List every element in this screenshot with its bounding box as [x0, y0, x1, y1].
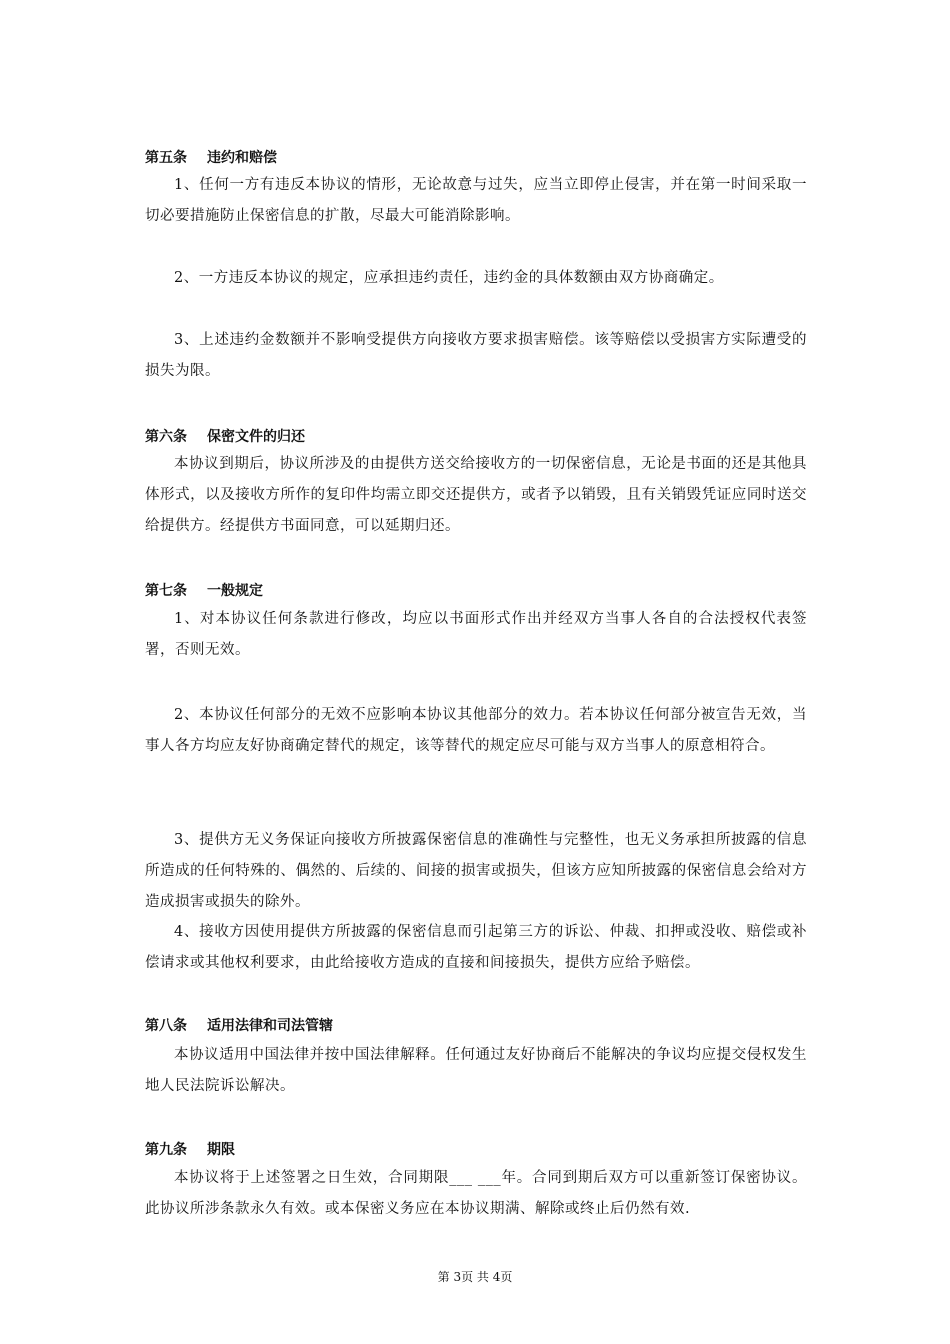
section-9-heading	[145, 1141, 235, 1159]
section-number: 第九条	[145, 1142, 187, 1158]
section-title: 期限	[207, 1142, 235, 1158]
section-title: 违约和赔偿	[207, 150, 277, 166]
section-8-heading	[145, 1017, 333, 1035]
section-6-heading	[145, 428, 305, 446]
section-7-paragraph-4: 4、接收方因使用提供方所披露的保密信息而引起第三方的诉讼、仲裁、扣押或没收、赔偿或补偿请求或其他权利要求，由此给接收方造成的直接和间接损失，提供方应给予赔偿。	[145, 924, 807, 971]
section-7-paragraph-2: 2、本协议任何部分的无效不应影响本协议其他部分的效力。若本协议任何部分被宣告无效，当事人各方均应友好协商确定替代的规定，该等替代的规定应尽可能与双方当事人的原意相符合。	[145, 707, 807, 754]
page-footer: 第 3页 共 4页	[437, 1270, 513, 1284]
section-number: 第七条	[145, 583, 187, 599]
section-number: 第八条	[145, 1018, 187, 1034]
section-5-heading	[145, 149, 277, 167]
section-5-paragraph-3: 3、上述违约金数额并不影响受提供方向接收方要求损害赔偿。该等赔偿以受损害方实际遭受的损失为限。	[145, 332, 807, 379]
section-8-paragraph-1: 本协议适用中国法律并按中国法律解释。任何通过友好协商后不能解决的争议均应提交侵权发生地人民法院诉讼解决。	[145, 1047, 807, 1094]
section-number: 第六条	[145, 429, 187, 445]
section-5-paragraph-1: 1、任何一方有违反本协议的情形，无论故意与过失，应当立即停止侵害，并在第一时间采取一切必要措施防止保密信息的扩散，尽最大可能消除影响。	[145, 177, 807, 224]
section-9-paragraph-1: 本协议将于上述签署之日生效，合同期限___ ___年。合同到期后双方可以重新签订保密协议。此协议所涉条款永久有效。或本保密义务应在本协议期满、解除或终止后仍然有效.	[145, 1170, 807, 1217]
section-7-paragraph-3: 3、提供方无义务保证向接收方所披露保密信息的准确性与完整性，也无义务承担所披露的信息所造成的任何特殊的、偶然的、后续的、间接的损害或损失，但该方应知所披露的保密信息会给对方造成损害或损失的除外。	[145, 832, 807, 910]
section-number: 第五条	[145, 150, 187, 166]
section-7-heading	[145, 582, 263, 600]
section-title: 保密文件的归还	[207, 429, 305, 445]
section-title: 适用法律和司法管辖	[207, 1018, 333, 1034]
section-5-paragraph-2: 2、一方违反本协议的规定，应承担违约责任，违约金的具体数额由双方协商确定。	[174, 270, 724, 286]
section-6-paragraph-1: 本协议到期后，协议所涉及的由提供方送交给接收方的一切保密信息，无论是书面的还是其他具体形式，以及接收方所作的复印件均需立即交还提供方，或者予以销毁，且有关销毁凭证应同时送交给提供方。经提供方书面同意，可以延期归还。	[145, 456, 807, 534]
section-title: 一般规定	[207, 583, 263, 599]
section-7-paragraph-1: 1、对本协议任何条款进行修改，均应以书面形式作出并经双方当事人各自的合法授权代表签署，否则无效。	[145, 611, 807, 658]
